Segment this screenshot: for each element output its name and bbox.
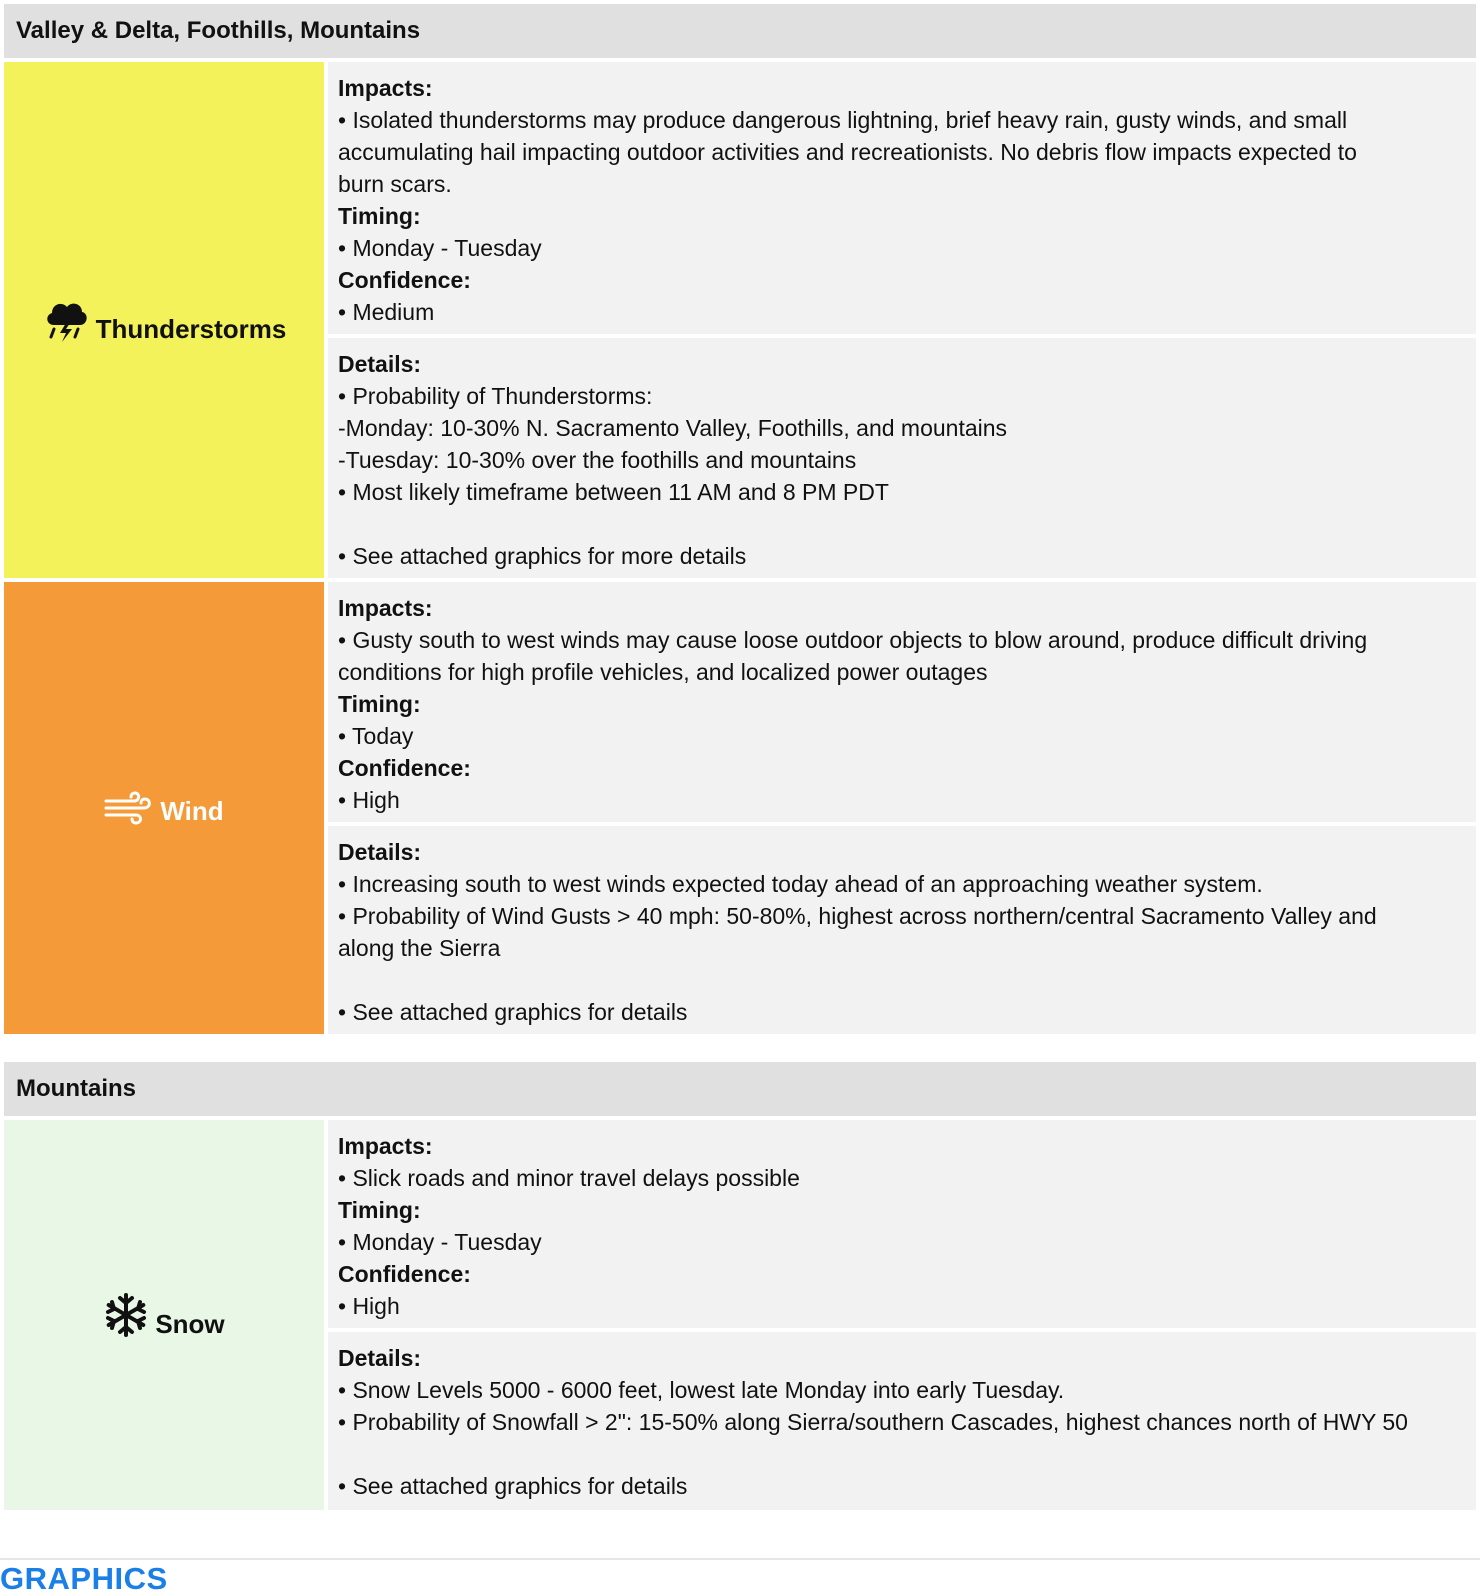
section-header-valley-delta	[4, 4, 1476, 58]
spacer	[338, 964, 1468, 996]
details-panel-wind	[328, 826, 1476, 1034]
impacts-panel-snow	[328, 1120, 1476, 1328]
impacts-line: • Slick roads and minor travel delays possible	[338, 1165, 800, 1191]
confidence-value: • High	[338, 1293, 400, 1319]
confidence-value: • High	[338, 787, 400, 813]
section-title: Valley & Delta, Foothills, Mountains	[16, 17, 421, 44]
snowflake-icon	[103, 1292, 149, 1338]
details-line: • See attached graphics for details	[338, 1473, 688, 1499]
timing-value: • Monday - Tuesday	[338, 1229, 542, 1255]
impacts-line: • Isolated thunderstorms may produce dangerous lightning, brief heavy rain, gusty winds, and small	[338, 107, 1348, 133]
confidence-heading: Confidence:	[338, 755, 471, 781]
details-line: • Snow Levels 5000 - 6000 feet, lowest late Monday into early Tuesday.	[338, 1377, 1065, 1403]
timing-heading: Timing:	[338, 691, 421, 717]
details-heading: Details:	[338, 351, 422, 377]
thunderstorm-icon	[42, 297, 90, 343]
details-heading: Details:	[338, 1345, 422, 1371]
impacts-line: • Gusty south to west winds may cause loose outdoor objects to blow around, produce difficult driving	[338, 627, 1368, 653]
details-line: • Increasing south to west winds expected today ahead of an approaching weather system.	[338, 871, 1263, 897]
details-heading: Details:	[338, 839, 422, 865]
impacts-panel-wind	[328, 582, 1476, 822]
impacts-line: burn scars.	[338, 171, 452, 197]
section-header-mountains	[4, 1062, 1476, 1116]
divider	[0, 1558, 1480, 1560]
timing-heading: Timing:	[338, 203, 421, 229]
details-line: • Probability of Thunderstorms:	[338, 383, 653, 409]
impacts-line: conditions for high profile vehicles, and localized power outages	[338, 659, 988, 685]
confidence-heading: Confidence:	[338, 267, 471, 293]
hazard-cell-wind	[4, 582, 324, 1034]
details-line: • Probability of Snowfall > 2": 15-50% along Sierra/southern Cascades, highest chances north of HWY 50	[338, 1409, 1408, 1435]
impacts-heading: Impacts:	[338, 1133, 433, 1159]
hazard-name: Snow	[155, 1309, 225, 1339]
hazard-name: Thunderstorms	[95, 314, 287, 344]
impacts-heading: Impacts:	[338, 75, 433, 101]
details-line: -Monday: 10-30% N. Sacramento Valley, Foothills, and mountains	[338, 415, 1008, 441]
details-panel-thunderstorms	[328, 338, 1476, 578]
impacts-line: accumulating hail impacting outdoor activities and recreationists. No debris flow impacts expected to	[338, 139, 1357, 165]
spacer	[338, 508, 1468, 540]
details-panel-snow	[328, 1332, 1476, 1510]
section-title: Mountains	[16, 1075, 136, 1102]
timing-value: • Monday - Tuesday	[338, 235, 542, 261]
details-line: • Most likely timeframe between 11 AM and 8 PM PDT	[338, 479, 889, 505]
details-line: • Probability of Wind Gusts > 40 mph: 50-80%, highest across northern/central Sacramento Valley and	[338, 903, 1377, 929]
hazard-cell-snow	[4, 1120, 324, 1510]
impacts-panel-thunderstorms	[328, 62, 1476, 334]
details-line: along the Sierra	[338, 935, 501, 961]
hazard-name: Wind	[160, 796, 224, 826]
wind-icon	[104, 791, 154, 825]
details-line: • See attached graphics for details	[338, 999, 688, 1025]
details-line: -Tuesday: 10-30% over the foothills and mountains	[338, 447, 857, 473]
graphics-heading: GRAPHICS	[0, 1561, 168, 1596]
hazard-cell-thunderstorms	[4, 62, 324, 578]
details-line: • See attached graphics for more details	[338, 543, 747, 569]
impacts-heading: Impacts:	[338, 595, 433, 621]
timing-heading: Timing:	[338, 1197, 421, 1223]
timing-value: • Today	[338, 723, 414, 749]
spacer	[338, 1438, 1468, 1470]
confidence-value: • Medium	[338, 299, 435, 325]
confidence-heading: Confidence:	[338, 1261, 471, 1287]
